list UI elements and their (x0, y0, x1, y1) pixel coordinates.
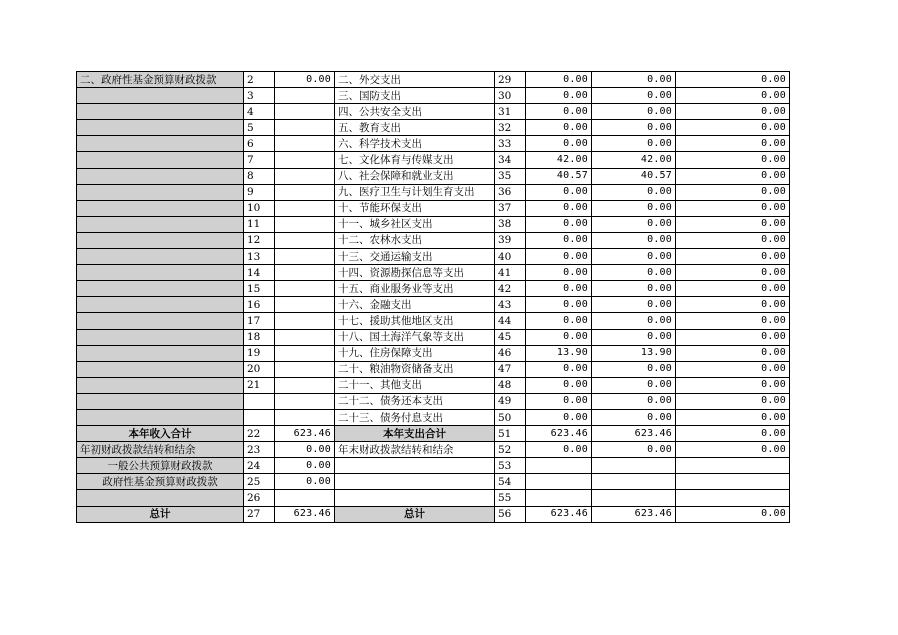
right-label-cell: 七、文化体育与传媒支出 (335, 152, 495, 168)
left-amount-cell (275, 249, 335, 265)
left-index-cell: 26 (244, 490, 275, 506)
right-label-cell (335, 474, 495, 490)
total-value-cell (526, 490, 592, 506)
left-index-cell: 5 (244, 120, 275, 136)
left-amount-cell (275, 361, 335, 377)
left-amount-cell (275, 200, 335, 216)
total-value-cell: 0.00 (526, 297, 592, 313)
general-budget-value-cell: 0.00 (592, 184, 676, 200)
right-label-cell: 十一、城乡社区支出 (335, 216, 495, 232)
right-label-cell: 二、外交支出 (335, 72, 495, 88)
table-row (77, 506, 790, 522)
right-label-cell: 十二、农林水支出 (335, 232, 495, 248)
left-index-cell: 22 (244, 426, 275, 442)
total-value-cell: 0.00 (526, 232, 592, 248)
fund-budget-value-cell: 0.00 (676, 136, 790, 152)
general-budget-value-cell: 0.00 (592, 265, 676, 281)
left-label-cell (77, 120, 244, 136)
general-budget-value-cell: 42.00 (592, 152, 676, 168)
left-label-cell (77, 345, 244, 361)
left-index-cell: 7 (244, 152, 275, 168)
total-value-cell: 0.00 (526, 361, 592, 377)
left-amount-cell (275, 281, 335, 297)
left-index-cell: 25 (244, 474, 275, 490)
left-index-cell: 21 (244, 377, 275, 393)
right-label-cell: 十、节能环保支出 (335, 200, 495, 216)
fund-budget-value-cell: 0.00 (676, 72, 790, 88)
table-row (77, 232, 790, 248)
left-amount-cell (275, 216, 335, 232)
left-amount-cell (275, 136, 335, 152)
right-index-cell: 41 (495, 265, 526, 281)
left-index-cell: 10 (244, 200, 275, 216)
right-label-cell: 二十三、债务付息支出 (335, 409, 495, 425)
left-label-cell: 本年收入合计 (77, 426, 244, 442)
total-value-cell: 0.00 (526, 88, 592, 104)
left-amount-cell (275, 393, 335, 409)
table-row (77, 490, 790, 506)
right-index-cell: 33 (495, 136, 526, 152)
general-budget-value-cell: 0.00 (592, 104, 676, 120)
total-value-cell: 0.00 (526, 120, 592, 136)
total-value-cell: 0.00 (526, 442, 592, 458)
left-label-cell (77, 200, 244, 216)
total-value-cell: 40.57 (526, 168, 592, 184)
left-index-cell (244, 409, 275, 425)
total-value-cell: 0.00 (526, 281, 592, 297)
fund-budget-value-cell: 0.00 (676, 329, 790, 345)
left-amount-cell (275, 88, 335, 104)
left-index-cell: 14 (244, 265, 275, 281)
right-label-cell: 十四、资源勘探信息等支出 (335, 265, 495, 281)
general-budget-value-cell: 0.00 (592, 88, 676, 104)
right-index-cell: 30 (495, 88, 526, 104)
left-amount-cell (275, 232, 335, 248)
general-budget-value-cell: 0.00 (592, 442, 676, 458)
general-budget-value-cell: 0.00 (592, 361, 676, 377)
right-label-cell: 十五、商业服务业等支出 (335, 281, 495, 297)
table-row (77, 200, 790, 216)
right-index-cell: 39 (495, 232, 526, 248)
table-row (77, 442, 790, 458)
fund-budget-value-cell: 0.00 (676, 377, 790, 393)
left-label-cell: 年初财政拨款结转和结余 (77, 442, 244, 458)
total-value-cell (526, 474, 592, 490)
left-index-cell: 13 (244, 249, 275, 265)
right-label-cell (335, 490, 495, 506)
left-index-cell: 4 (244, 104, 275, 120)
fund-budget-value-cell: 0.00 (676, 426, 790, 442)
left-index-cell: 3 (244, 88, 275, 104)
left-amount-cell: 0.00 (275, 474, 335, 490)
general-budget-value-cell: 0.00 (592, 120, 676, 136)
left-amount-cell (275, 184, 335, 200)
left-amount-cell: 623.46 (275, 426, 335, 442)
right-index-cell: 51 (495, 426, 526, 442)
general-budget-value-cell: 0.00 (592, 409, 676, 425)
left-amount-cell (275, 377, 335, 393)
right-index-cell: 43 (495, 297, 526, 313)
right-index-cell: 34 (495, 152, 526, 168)
fund-budget-value-cell: 0.00 (676, 184, 790, 200)
general-budget-value-cell: 0.00 (592, 216, 676, 232)
fund-budget-value-cell: 0.00 (676, 232, 790, 248)
left-amount-cell: 0.00 (275, 442, 335, 458)
fund-budget-value-cell: 0.00 (676, 120, 790, 136)
left-label-cell (77, 297, 244, 313)
total-value-cell: 0.00 (526, 377, 592, 393)
left-index-cell: 17 (244, 313, 275, 329)
general-budget-value-cell: 0.00 (592, 393, 676, 409)
right-index-cell: 48 (495, 377, 526, 393)
left-label-cell (77, 265, 244, 281)
general-budget-value-cell: 0.00 (592, 377, 676, 393)
right-label-cell (335, 458, 495, 474)
left-amount-cell (275, 104, 335, 120)
general-budget-value-cell: 623.46 (592, 426, 676, 442)
general-budget-value-cell: 0.00 (592, 232, 676, 248)
right-label-cell: 十九、住房保障支出 (335, 345, 495, 361)
table-row (77, 329, 790, 345)
left-index-cell: 20 (244, 361, 275, 377)
total-value-cell: 0.00 (526, 313, 592, 329)
fund-budget-value-cell: 0.00 (676, 265, 790, 281)
fund-budget-value-cell (676, 458, 790, 474)
general-budget-value-cell: 0.00 (592, 200, 676, 216)
left-amount-cell (275, 297, 335, 313)
right-index-cell: 40 (495, 249, 526, 265)
right-index-cell: 32 (495, 120, 526, 136)
budget-table-body (77, 72, 790, 523)
fund-budget-value-cell: 0.00 (676, 200, 790, 216)
total-value-cell: 623.46 (526, 426, 592, 442)
right-index-cell: 46 (495, 345, 526, 361)
left-label-cell (77, 329, 244, 345)
fund-budget-value-cell: 0.00 (676, 393, 790, 409)
table-row (77, 361, 790, 377)
table-row (77, 88, 790, 104)
right-label-cell: 十七、援助其他地区支出 (335, 313, 495, 329)
fund-budget-value-cell: 0.00 (676, 168, 790, 184)
total-value-cell: 0.00 (526, 184, 592, 200)
table-row (77, 104, 790, 120)
fund-budget-value-cell: 0.00 (676, 249, 790, 265)
table-row (77, 313, 790, 329)
left-amount-cell (275, 168, 335, 184)
right-index-cell: 50 (495, 409, 526, 425)
right-index-cell: 38 (495, 216, 526, 232)
total-value-cell: 0.00 (526, 329, 592, 345)
left-amount-cell (275, 329, 335, 345)
left-label-cell: 一般公共预算财政拨款 (77, 458, 244, 474)
table-row (77, 120, 790, 136)
left-index-cell: 9 (244, 184, 275, 200)
total-value-cell: 13.90 (526, 345, 592, 361)
general-budget-value-cell: 0.00 (592, 313, 676, 329)
left-amount-cell (275, 265, 335, 281)
right-index-cell: 35 (495, 168, 526, 184)
left-label-cell (77, 184, 244, 200)
left-index-cell: 18 (244, 329, 275, 345)
table-row (77, 409, 790, 425)
left-amount-cell (275, 345, 335, 361)
left-label-cell (77, 313, 244, 329)
general-budget-value-cell: 623.46 (592, 506, 676, 522)
fund-budget-value-cell: 0.00 (676, 409, 790, 425)
left-label-cell (77, 361, 244, 377)
left-label-cell (77, 249, 244, 265)
general-budget-value-cell (592, 458, 676, 474)
right-label-cell: 年末财政拨款结转和结余 (335, 442, 495, 458)
left-label-cell (77, 409, 244, 425)
fund-budget-value-cell: 0.00 (676, 216, 790, 232)
right-label-cell: 八、社会保障和就业支出 (335, 168, 495, 184)
total-value-cell: 0.00 (526, 72, 592, 88)
table-row (77, 249, 790, 265)
left-index-cell: 19 (244, 345, 275, 361)
general-budget-value-cell: 0.00 (592, 329, 676, 345)
right-label-cell: 本年支出合计 (335, 426, 495, 442)
table-row (77, 474, 790, 490)
table-row (77, 216, 790, 232)
right-label-cell: 九、医疗卫生与计划生育支出 (335, 184, 495, 200)
right-index-cell: 47 (495, 361, 526, 377)
general-budget-value-cell: 13.90 (592, 345, 676, 361)
right-label-cell: 十六、金融支出 (335, 297, 495, 313)
table-row (77, 393, 790, 409)
right-label-cell: 二十二、债务还本支出 (335, 393, 495, 409)
left-amount-cell: 623.46 (275, 506, 335, 522)
table-row (77, 297, 790, 313)
right-label-cell: 六、科学技术支出 (335, 136, 495, 152)
right-index-cell: 44 (495, 313, 526, 329)
left-label-cell (77, 168, 244, 184)
right-label-cell: 二十、粮油物资储备支出 (335, 361, 495, 377)
total-value-cell: 623.46 (526, 506, 592, 522)
left-amount-cell (275, 120, 335, 136)
left-index-cell (244, 393, 275, 409)
right-index-cell: 45 (495, 329, 526, 345)
right-index-cell: 54 (495, 474, 526, 490)
right-index-cell: 31 (495, 104, 526, 120)
right-index-cell: 53 (495, 458, 526, 474)
total-value-cell: 0.00 (526, 265, 592, 281)
total-value-cell: 0.00 (526, 104, 592, 120)
right-index-cell: 36 (495, 184, 526, 200)
left-index-cell: 24 (244, 458, 275, 474)
left-index-cell: 15 (244, 281, 275, 297)
total-value-cell: 42.00 (526, 152, 592, 168)
total-value-cell: 0.00 (526, 409, 592, 425)
fund-budget-value-cell: 0.00 (676, 313, 790, 329)
right-label-cell: 五、教育支出 (335, 120, 495, 136)
right-index-cell: 56 (495, 506, 526, 522)
right-label-cell: 三、国防支出 (335, 88, 495, 104)
left-amount-cell: 0.00 (275, 458, 335, 474)
general-budget-value-cell: 40.57 (592, 168, 676, 184)
right-index-cell: 49 (495, 393, 526, 409)
general-budget-value-cell: 0.00 (592, 136, 676, 152)
left-label-cell (77, 136, 244, 152)
left-label-cell (77, 152, 244, 168)
table-row (77, 345, 790, 361)
left-label-cell (77, 232, 244, 248)
right-index-cell: 37 (495, 200, 526, 216)
table-row (77, 184, 790, 200)
left-amount-cell (275, 490, 335, 506)
general-budget-value-cell: 0.00 (592, 249, 676, 265)
right-index-cell: 42 (495, 281, 526, 297)
total-value-cell: 0.00 (526, 393, 592, 409)
right-label-cell: 二十一、其他支出 (335, 377, 495, 393)
total-value-cell: 0.00 (526, 216, 592, 232)
left-index-cell: 2 (244, 72, 275, 88)
fund-budget-value-cell: 0.00 (676, 297, 790, 313)
general-budget-value-cell (592, 474, 676, 490)
left-index-cell: 23 (244, 442, 275, 458)
fund-budget-value-cell (676, 474, 790, 490)
table-row (77, 377, 790, 393)
table-row (77, 136, 790, 152)
total-value-cell: 0.00 (526, 200, 592, 216)
left-label-cell: 二、政府性基金预算财政拨款 (77, 72, 244, 88)
left-label-cell (77, 88, 244, 104)
left-index-cell: 11 (244, 216, 275, 232)
left-label-cell (77, 393, 244, 409)
left-label-cell (77, 216, 244, 232)
left-amount-cell (275, 152, 335, 168)
right-index-cell: 29 (495, 72, 526, 88)
left-amount-cell: 0.00 (275, 72, 335, 88)
left-label-cell: 总计 (77, 506, 244, 522)
left-label-cell: 政府性基金预算财政拨款 (77, 474, 244, 490)
right-index-cell: 52 (495, 442, 526, 458)
fund-budget-value-cell: 0.00 (676, 506, 790, 522)
left-label-cell (77, 281, 244, 297)
table-row (77, 265, 790, 281)
fund-budget-value-cell: 0.00 (676, 88, 790, 104)
total-value-cell: 0.00 (526, 136, 592, 152)
left-index-cell: 8 (244, 168, 275, 184)
fund-budget-value-cell (676, 490, 790, 506)
budget-table (76, 71, 790, 523)
fund-budget-value-cell: 0.00 (676, 104, 790, 120)
fund-budget-value-cell: 0.00 (676, 152, 790, 168)
general-budget-value-cell: 0.00 (592, 297, 676, 313)
left-index-cell: 6 (244, 136, 275, 152)
general-budget-value-cell: 0.00 (592, 72, 676, 88)
left-index-cell: 16 (244, 297, 275, 313)
left-amount-cell (275, 409, 335, 425)
left-index-cell: 12 (244, 232, 275, 248)
fund-budget-value-cell: 0.00 (676, 345, 790, 361)
fund-budget-value-cell: 0.00 (676, 281, 790, 297)
table-row (77, 152, 790, 168)
right-label-cell: 总计 (335, 506, 495, 522)
table-row (77, 72, 790, 88)
total-value-cell: 0.00 (526, 249, 592, 265)
table-row (77, 281, 790, 297)
fund-budget-value-cell: 0.00 (676, 361, 790, 377)
total-value-cell (526, 458, 592, 474)
table-row (77, 426, 790, 442)
general-budget-value-cell (592, 490, 676, 506)
fund-budget-value-cell: 0.00 (676, 442, 790, 458)
table-row (77, 458, 790, 474)
left-label-cell (77, 377, 244, 393)
table-row (77, 168, 790, 184)
left-label-cell (77, 490, 244, 506)
right-index-cell: 55 (495, 490, 526, 506)
general-budget-value-cell: 0.00 (592, 281, 676, 297)
right-label-cell: 十三、交通运输支出 (335, 249, 495, 265)
left-label-cell (77, 104, 244, 120)
left-index-cell: 27 (244, 506, 275, 522)
left-amount-cell (275, 313, 335, 329)
right-label-cell: 十八、国土海洋气象等支出 (335, 329, 495, 345)
right-label-cell: 四、公共安全支出 (335, 104, 495, 120)
